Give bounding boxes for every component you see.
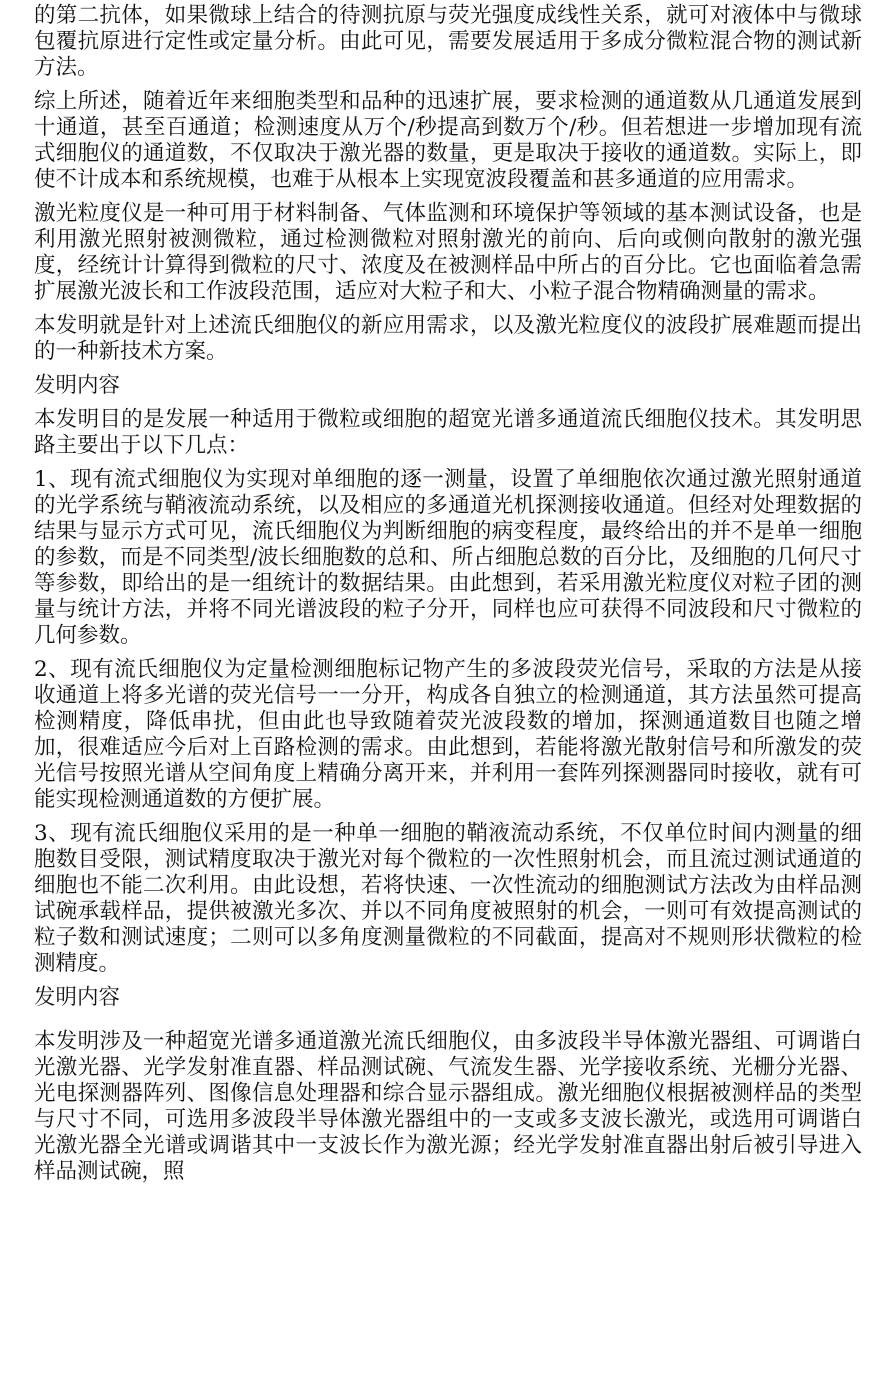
paragraph-point-1: 1、现有流式细胞仪为实现对单细胞的逐一测量，设置了单细胞依次通过激光照射通道的光学系统与鞘液流动系统，以及相应的多通道光机探测接收通道。但经对处理数据的结果与显示方式可见，流氏细胞仪为判断细胞的病变程度，最终给出的并不是单一细胞的参数，而是不同类型/波长细胞数的总和、所占细胞总数的百分比，及细胞的几何尺寸等参数，即给出的是一组统计的数据结果。由此想到，若采用激光粒度仪对粒子团的测量与统计方法，并将不同光谱波段的粒子分开，同样也应可获得不同波段和尺寸微粒的几何参数。 xyxy=(34,467,862,648)
paragraph-invention-description: 本发明涉及一种超宽光谱多通道激光流氏细胞仪，由多波段半导体激光器组、可调谐白光激光器、光学发射准直器、样品测试碗、气流发生器、光学接收系统、光栅分光器、光电探测器阵列、图像信息处理器和综合显示器组成。激光细胞仪根据被测样品的类型与尺寸不同，可选用多波段半导体激光器组中的一支或多支波长激光，或选用可调谐白光激光器全光谱或调谐其中一支波长作为激光源；经光学发射准直器出射后被引导进入样品测试碗，照 xyxy=(34,1029,862,1184)
paragraph-intro-continuation: 的第二抗体，如果微球上结合的待测抗原与荧光强度成线性关系，就可对液体中与微球包覆抗原进行定性或定量分析。由此可见，需要发展适用于多成分微粒混合物的测试新方法。 xyxy=(34,3,862,80)
paragraph-summary: 综上所述，随着近年来细胞类型和品种的迅速扩展，要求检测的通道数从几通道发展到十通道，甚至百通道；检测速度从万个/秒提高到数万个/秒。但若想进一步增加现有流式细胞仪的通道数，不仅取决于激光器的数量，更是取决于接收的通道数。实际上，即使不计成本和系统规模，也难于从根本上实现宽波段覆盖和甚多通道的应用需求。 xyxy=(34,89,862,192)
paragraph-invention-goal: 本发明目的是发展一种适用于微粒或细胞的超宽光谱多通道流氏细胞仪技术。其发明思路主要出于以下几点： xyxy=(34,407,862,458)
paragraph-laser-particle-analyzer: 激光粒度仪是一种可用于材料制备、气体监测和环境保护等领域的基本测试设备，也是利用激光照射被测微粒，通过检测微粒对照射激光的前向、后向或侧向散射的激光强度，经统计计算得到微粒的尺寸、浓度及在被测样品中所占的百分比。它也面临着急需扩展激光波长和工作波段范围，适应对大粒子和大、小粒子混合物精确测量的需求。 xyxy=(34,201,862,304)
paragraph-point-2: 2、现有流氏细胞仪为定量检测细胞标记物产生的多波段荧光信号，采取的方法是从接收通道上将多光谱的荧光信号一一分开，构成各自独立的检测通道，其方法虽然可提高检测精度，降低串扰，但由此也导致随着荧光波段数的增加，探测通道数目也随之增加，很难适应今后对上百路检测的需求。由此想到，若能将激光散射信号和所激发的荧光信号按照光谱从空间角度上精确分离开来，并利用一套阵列探测器同时接收，就有可能实现检测通道数的方便扩展。 xyxy=(34,657,862,812)
paragraph-point-3: 3、现有流氏细胞仪采用的是一种单一细胞的鞘液流动系统，不仅单位时间内测量的细胞数目受限，测试精度取决于激光对每个微粒的一次性照射机会，而且流过测试通道的细胞也不能二次利用。由此设想，若将快速、一次性流动的细胞测试方法改为由样品测试碗承载样品，提供被激光多次、并以不同角度被照射的机会，一则可有效提高测试的粒子数和测试速度；二则可以多角度测量微粒的不同截面，提高对不规则形状微粒的检测精度。 xyxy=(34,821,862,976)
paragraph-invention-purpose: 本发明就是针对上述流氏细胞仪的新应用需求，以及激光粒度仪的波段扩展难题而提出的一种新技术方案。 xyxy=(34,313,862,364)
section-heading-invention-content: 发明内容 xyxy=(34,373,121,398)
section-heading-invention-content-2: 发明内容 xyxy=(34,985,121,1010)
